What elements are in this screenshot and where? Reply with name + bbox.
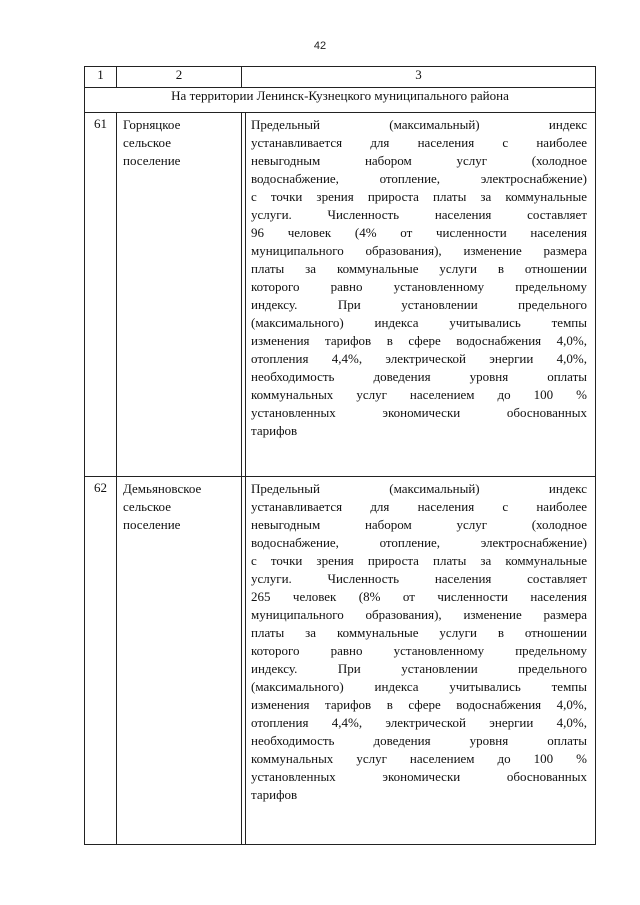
settlement-name — [117, 113, 242, 477]
tariff-index-table — [84, 66, 596, 845]
description-line: изменения тарифов в сфере водоснабжения 4,0%, — [251, 697, 587, 712]
settlement-name — [117, 477, 242, 845]
description-line: устанавливается для населения с наиболее — [251, 135, 587, 150]
description-line: устанавливается для населения с наиболее — [251, 499, 587, 514]
description-line: услуги. Численность населения составляет — [251, 571, 587, 586]
description-line: муниципального образования), изменение размера — [251, 607, 587, 622]
section-row — [85, 88, 596, 113]
description-line: (максимального) индекса учитывались темпы — [251, 679, 587, 694]
index-description — [242, 113, 595, 440]
index-description — [242, 477, 595, 804]
row-number: 62 — [85, 477, 117, 845]
settlement-name-line: поселение — [123, 153, 181, 168]
description-line: с точки зрения прироста платы за коммунальные — [251, 553, 587, 568]
description-line: отопления 4,4%, электрической энергии 4,0%, — [251, 351, 587, 366]
description-line: изменения тарифов в сфере водоснабжения 4,0%, — [251, 333, 587, 348]
cell-inner-border — [245, 113, 246, 476]
description-line: муниципального образования), изменение размера — [251, 243, 587, 258]
table-header-row — [85, 67, 596, 88]
table-row — [85, 477, 596, 845]
description-line: тарифов — [251, 423, 298, 438]
description-line: установленных экономически обоснованных — [251, 405, 587, 420]
description-line: отопления 4,4%, электрической энергии 4,0%, — [251, 715, 587, 730]
description-line: платы за коммунальные услуги в отношении — [251, 625, 587, 640]
description-line: 96 человек (4% от численности населения — [251, 225, 587, 240]
column-header-3: 3 — [242, 67, 596, 88]
settlement-name-line: поселение — [123, 517, 181, 532]
description-line: платы за коммунальные услуги в отношении — [251, 261, 587, 276]
section-title: На территории Ленинск-Кузнецкого муниципального района — [85, 88, 596, 113]
settlement-name-line: сельское — [123, 135, 171, 150]
description-line: индексу. При установлении предельного — [251, 297, 587, 312]
page-number: 42 — [313, 40, 327, 52]
index-description-cell — [242, 113, 596, 477]
settlement-name-line: Демьяновское — [123, 481, 202, 496]
description-line: индексу. При установлении предельного — [251, 661, 587, 676]
description-line: которого равно установленному предельному — [251, 643, 587, 658]
description-line: 265 человек (8% от численности населения — [251, 589, 587, 604]
description-line: необходимость доведения уровня оплаты — [251, 369, 587, 384]
description-line: Предельный (максимальный) индекс — [251, 481, 587, 496]
row-number: 61 — [85, 113, 117, 477]
description-line: коммунальных услуг населением до 100 % — [251, 751, 587, 766]
settlement-name-line: сельское — [123, 499, 171, 514]
description-line: коммунальных услуг населением до 100 % — [251, 387, 587, 402]
description-line: тарифов — [251, 787, 298, 802]
description-line: услуги. Численность населения составляет — [251, 207, 587, 222]
column-header-1: 1 — [85, 67, 117, 88]
description-line: водоснабжение, отопление, электроснабжение) — [251, 171, 587, 186]
description-line: (максимального) индекса учитывались темпы — [251, 315, 587, 330]
description-line: которого равно установленному предельному — [251, 279, 587, 294]
index-description-cell — [242, 477, 596, 845]
settlement-name-line: Горняцкое — [123, 117, 181, 132]
description-line: Предельный (максимальный) индекс — [251, 117, 587, 132]
description-line: невыгодным набором услуг (холодное — [251, 153, 587, 168]
description-line: невыгодным набором услуг (холодное — [251, 517, 587, 532]
description-line: установленных экономически обоснованных — [251, 769, 587, 784]
description-line: необходимость доведения уровня оплаты — [251, 733, 587, 748]
description-line: с точки зрения прироста платы за коммунальные — [251, 189, 587, 204]
column-header-2: 2 — [117, 67, 242, 88]
description-line: водоснабжение, отопление, электроснабжение) — [251, 535, 587, 550]
table-row — [85, 113, 596, 477]
cell-inner-border — [245, 477, 246, 844]
